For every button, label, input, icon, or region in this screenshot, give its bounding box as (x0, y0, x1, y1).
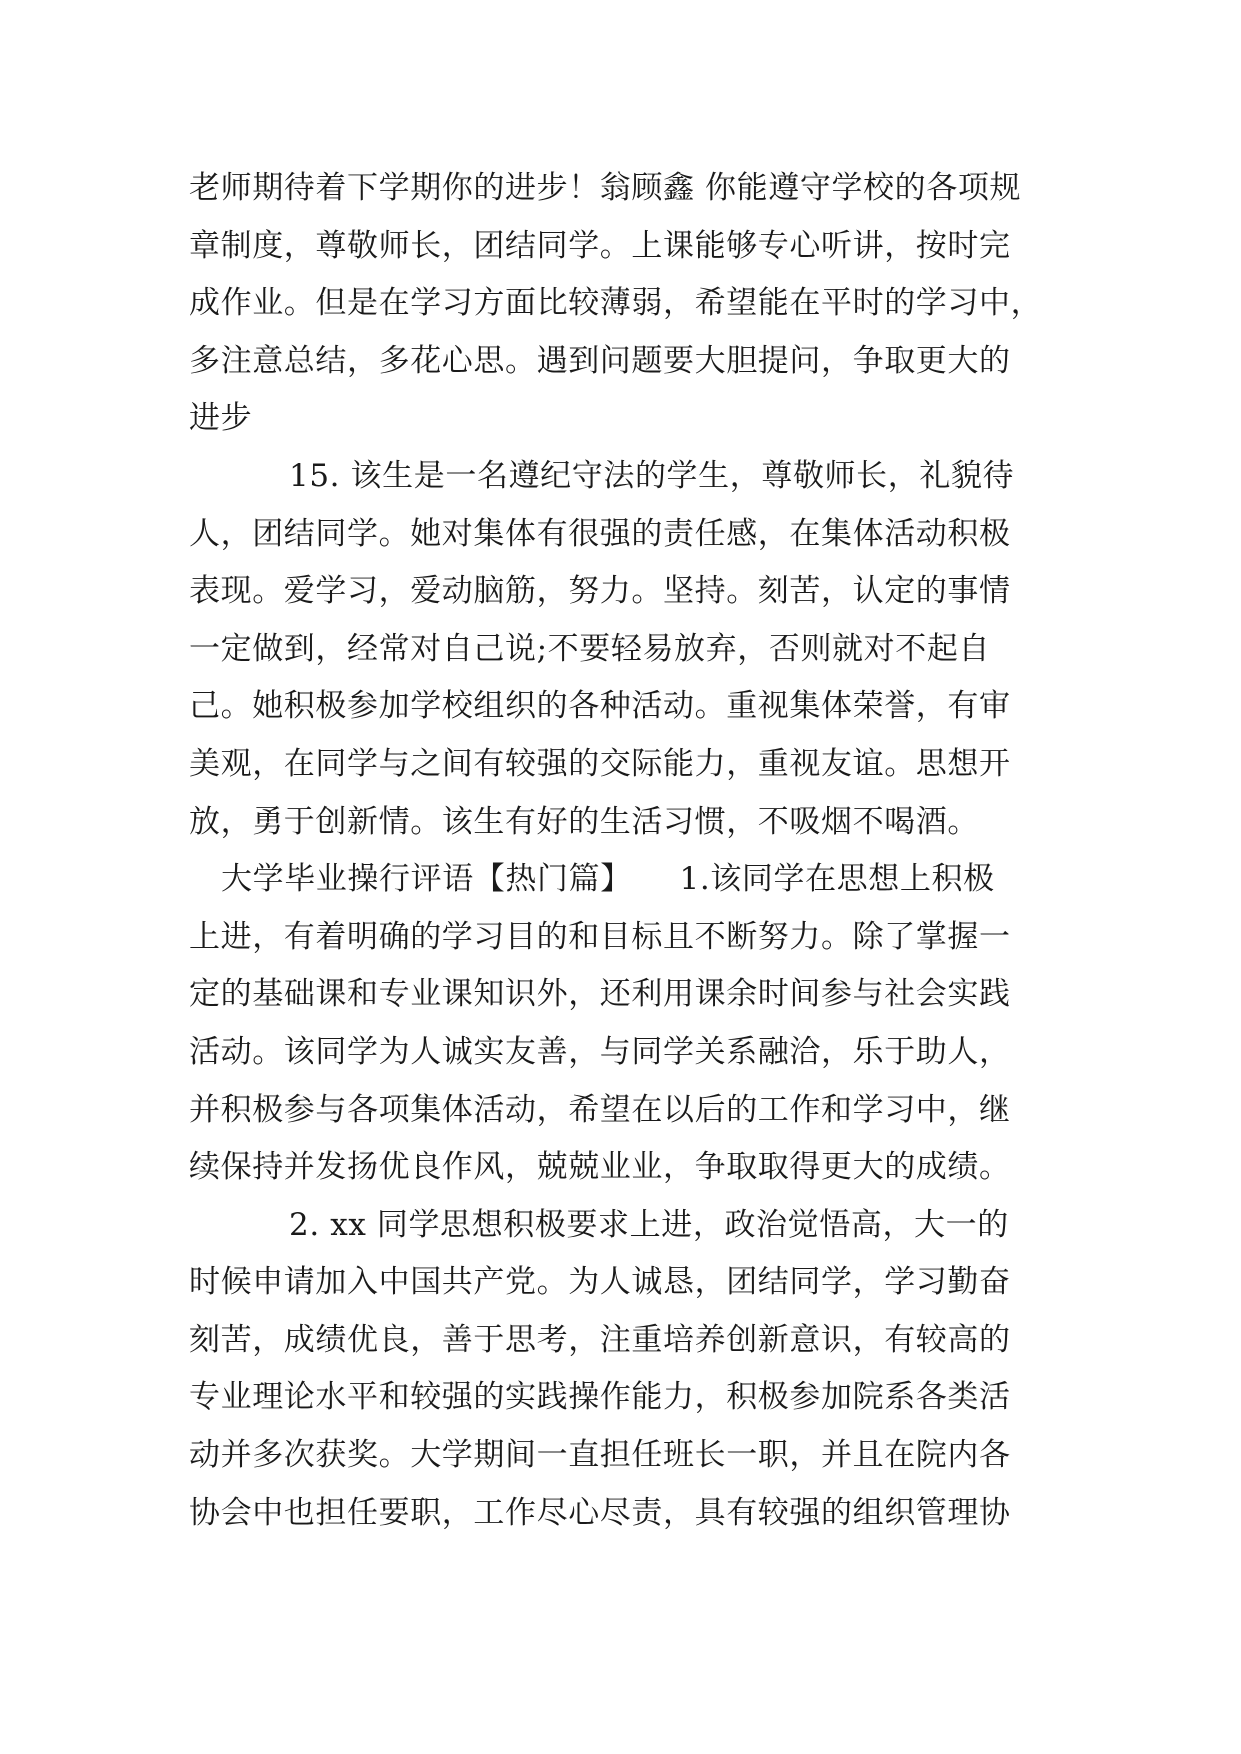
document-body (189, 160, 1057, 1542)
text-line: 专业理论水平和较强的实践操作能力，积极参加院系各类活 (189, 1379, 1011, 1416)
text-line: 一定做到，经常对自己说;不要轻易放弃，否则就对不起自 (189, 630, 991, 667)
section-heading-line: 大学毕业操行评语【热门篇】 1.该同学在思想上积极 (221, 861, 995, 898)
text-line: 定的基础课和专业课知识外，还利用课余时间参与社会实践 (189, 976, 1011, 1013)
text-line: 上进，有着明确的学习目的和目标且不断努力。除了掌握一 (189, 918, 1011, 955)
text-line: 己。她积极参加学校组织的各种活动。重视集体荣誉，有审 (189, 688, 1011, 725)
text-line: 放，勇于创新情。该生有好的生活习惯，不吸烟不喝酒。 (189, 803, 979, 840)
text-line: 时候申请加入中国共产党。为人诚恳，团结同学，学习勤奋 (189, 1264, 1011, 1301)
text-line: 表现。爱学习，爱动脑筋，努力。坚持。刻苦，认定的事情 (189, 573, 1011, 610)
text-line: 章制度，尊敬师长，团结同学。上课能够专心听讲，按时完 (189, 227, 1011, 264)
paragraph-15-start: 15. 该生是一名遵纪守法的学生，尊敬师长，礼貌待 (289, 457, 1015, 494)
text-line: 续保持并发扬优良作风，兢兢业业，争取取得更大的成绩。 (189, 1149, 1011, 1186)
text-line: 刻苦，成绩优良，善于思考，注重培养创新意识，有较高的 (189, 1321, 1011, 1358)
text-line: 动并多次获奖。大学期间一直担任班长一职，并且在院内各 (189, 1437, 1011, 1474)
text-line: 活动。该同学为人诚实友善，与同学关系融洽，乐于助人， (189, 1033, 1011, 1070)
text-line: 老师期待着下学期你的进步！翁顾鑫 你能遵守学校的各项规 (189, 170, 1022, 206)
text-line: 并积极参与各项集体活动，希望在以后的工作和学习中，继 (189, 1091, 1011, 1128)
text-line: 协会中也担任要职，工作尽心尽责，具有较强的组织管理协 (189, 1494, 1011, 1531)
text-line: 人，团结同学。她对集体有很强的责任感，在集体活动积极 (189, 515, 1011, 552)
text-line: 成作业。但是在学习方面比较薄弱，希望能在平时的学习中， (189, 285, 1043, 322)
paragraph-2-start: 2. xx 同学思想积极要求上进，政治觉悟高，大一的 (289, 1206, 1009, 1243)
text-line: 进步 (189, 400, 253, 437)
text-line: 多注意总结，多花心思。遇到问题要大胆提问，争取更大的 (189, 342, 1011, 379)
text-line: 美观，在同学与之间有较强的交际能力，重视友谊。思想开 (189, 745, 1011, 782)
